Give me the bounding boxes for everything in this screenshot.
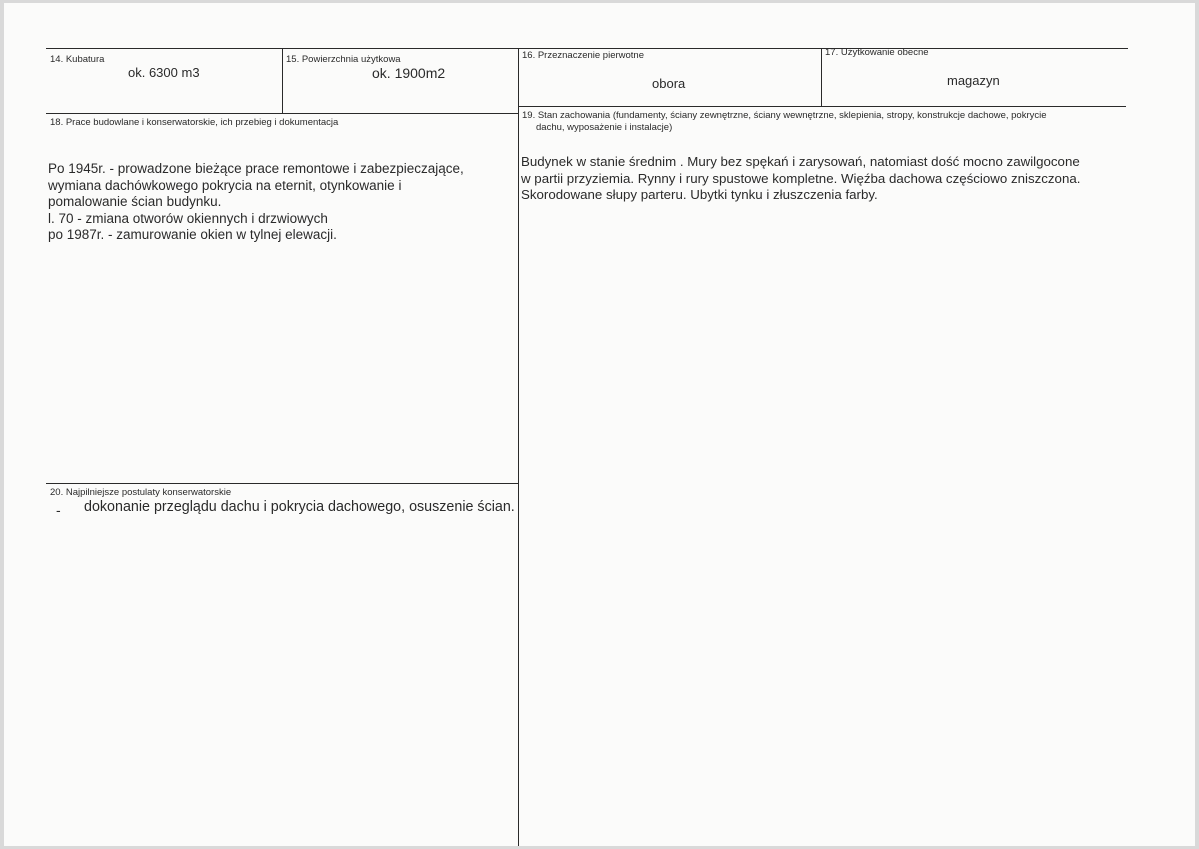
form-sheet [4,3,1195,846]
field-19-label-line: 19. Stan zachowania (fundamenty, ściany zewnętrzne, ściany wewnętrzne, sklepienia, stropy, konstrukcje dachowe, pokrycie [522,110,1047,121]
field-14-label: 14. Kubatura [50,54,105,65]
field-19-line: Budynek w stanie średnim . Mury bez spękań i zarysowań, natomiast dość mocno zawilgocone [521,154,1080,169]
field-18-text [48,161,464,244]
field-19-label [522,110,1047,134]
field-18-line: Po 1945r. - prowadzone bieżące prace remontowe i zabezpieczające, [48,161,464,176]
center-divider [518,48,519,846]
field-18-line: l. 70 - zmiana otworów okiennych i drzwiowych [48,210,328,226]
divider-14-15 [282,48,283,114]
field-15-value: ok. 1900m2 [372,65,446,81]
field-20-label: 20. Najpilniejsze postulaty konserwatorskie [50,487,232,498]
row1-bottom-right [518,106,1126,107]
field-17-value: magazyn [947,73,1000,88]
field-20-bullet: - [56,502,61,518]
field-18-label: 18. Prace budowlane i konserwatorskie, ich przebieg i dokumentacja [50,117,339,128]
field-19-text [521,154,1080,204]
field-19-line: Skorodowane słupy parteru. Ubytki tynku i złuszczenia farby. [521,187,878,202]
section20-top [46,483,519,484]
field-15-label: 15. Powierzchnia użytkowa [286,54,401,65]
field-19-label-line: dachu, wyposażenie i instalacje) [536,122,673,133]
divider-16-17 [821,48,822,107]
field-18-line: pomalowanie ścian budynku. [48,194,222,209]
field-18-line: wymiana dachówkowego pokrycia na eternit, otynkowanie i [48,177,402,193]
field-17-label: 17. Użytkowanie obecne [825,47,929,58]
field-14-value: ok. 6300 m3 [128,65,200,80]
field-19-line: w partii przyziemia. Rynny i rury spustowe kompletne. Więźba dachowa częściowo zniszczona. [521,170,1081,186]
field-16-value: obora [652,76,686,91]
field-18-line: po 1987r. - zamurowanie okien w tylnej elewacji. [48,227,337,242]
top-border [46,48,1128,49]
field-16-label: 16. Przeznaczenie pierwotne [522,50,644,61]
field-20-item: dokonanie przeglądu dachu i pokrycia dachowego, osuszenie ścian. [84,499,515,515]
